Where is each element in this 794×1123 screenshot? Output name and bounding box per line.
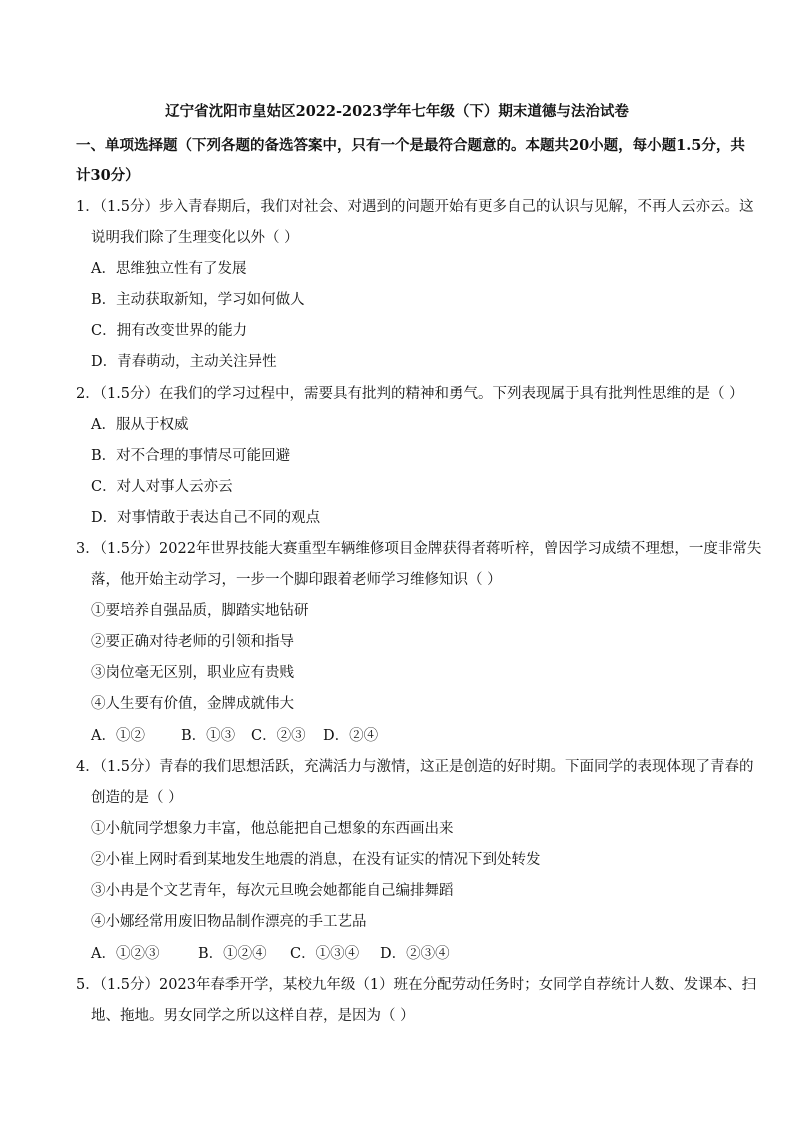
question-3-item-2: ②要正确对待老师的引领和指导 (91, 634, 294, 650)
question-2-stem: 2．（1.5分）在我们的学习过程中，需要具有批判的精神和勇气。下列表现属于具有批判性思维的是（ ） (76, 386, 744, 402)
question-1-stem-cont: 说明我们除了生理变化以外（ ） (91, 230, 299, 246)
question-4-item-3: ③小冉是个文艺青年，每次元旦晚会她都能自己编排舞蹈 (91, 883, 454, 899)
question-4-item-2: ②小崔上网时看到某地发生地震的消息，在没有证实的情况下到处转发 (91, 852, 541, 868)
question-4-choice-b: B．①②④ (198, 946, 267, 962)
page-title: 辽宁省沈阳市皇姑区2022-2023学年七年级（下）期末道德与法治试卷 (165, 103, 629, 120)
question-3-item-1: ①要培养自强品质，脚踏实地钻研 (91, 603, 309, 619)
question-4-item-4: ④小娜经常用废旧物品制作漂亮的手工艺品 (91, 914, 367, 930)
section-heading-line1: 一、单项选择题（下列各题的备选答案中，只有一个是最符合题意的。本题共20小题，每小题1.5分，共 (76, 137, 745, 154)
question-1-option-b: B．主动获取新知，学习如何做人 (91, 292, 305, 308)
question-4-stem: 4．（1.5分）青春的我们思想活跃，充满活力与激情，这正是创造的好时期。下面同学的表现体现了青春的 (76, 759, 754, 775)
question-3-item-3: ③岗位毫无区别，职业应有贵贱 (91, 665, 294, 681)
section-heading-line2: 计30分） (76, 167, 140, 184)
question-3-item-4: ④人生要有价值，金牌成就伟大 (91, 696, 294, 712)
question-4-choice-a: A．①②③ (91, 946, 160, 962)
question-3-stem: 3．（1.5分）2022年世界技能大赛重型车辆维修项目金牌获得者蒋听梓，曾因学习成绩不理想，一度非常失 (76, 541, 762, 557)
question-4-stem-cont: 创造的是（ ） (91, 790, 183, 806)
question-1-option-c: C．拥有改变世界的能力 (91, 323, 248, 339)
question-2-option-c: C．对人对事人云亦云 (91, 479, 233, 495)
question-2-option-d: D．对事情敢于表达自己不同的观点 (91, 510, 321, 526)
question-1-option-a: A．思维独立性有了发展 (91, 261, 247, 277)
question-4-item-1: ①小航同学想象力丰富，他总能把自己想象的东西画出来 (91, 821, 454, 837)
question-1-stem: 1．（1.5分）步入青春期后，我们对社会、对遇到的问题开始有更多自己的认识与见解，不再人云亦云。这 (76, 199, 754, 215)
question-3-choice-a: A．①② (91, 728, 145, 744)
question-4-choice-d: D．②③④ (380, 946, 450, 962)
question-3-choice-c: C．②③ (251, 728, 306, 744)
question-3-choice-b: B．①③ (181, 728, 236, 744)
question-5-stem: 5．（1.5分）2023年春季开学，某校九年级（1）班在分配劳动任务时；女同学自荐统计人数、发课本、扫 (76, 977, 757, 993)
question-4-choices (91, 945, 450, 963)
question-2-option-b: B．对不合理的事情尽可能回避 (91, 448, 291, 464)
question-1-option-d: D．青春萌动，主动关注异性 (91, 354, 277, 370)
question-5-stem-cont: 地、拖地。男女同学之所以这样自荐，是因为（ ） (91, 1008, 415, 1024)
question-3-choice-d: D．②④ (323, 728, 379, 744)
question-4-choice-c: C．①③④ (290, 946, 360, 962)
question-3-stem-cont: 落，他开始主动学习，一步一个脚印跟着老师学习维修知识（ ） (91, 572, 502, 588)
question-2-option-a: A．服从于权威 (91, 417, 189, 433)
question-3-choices (91, 727, 378, 745)
